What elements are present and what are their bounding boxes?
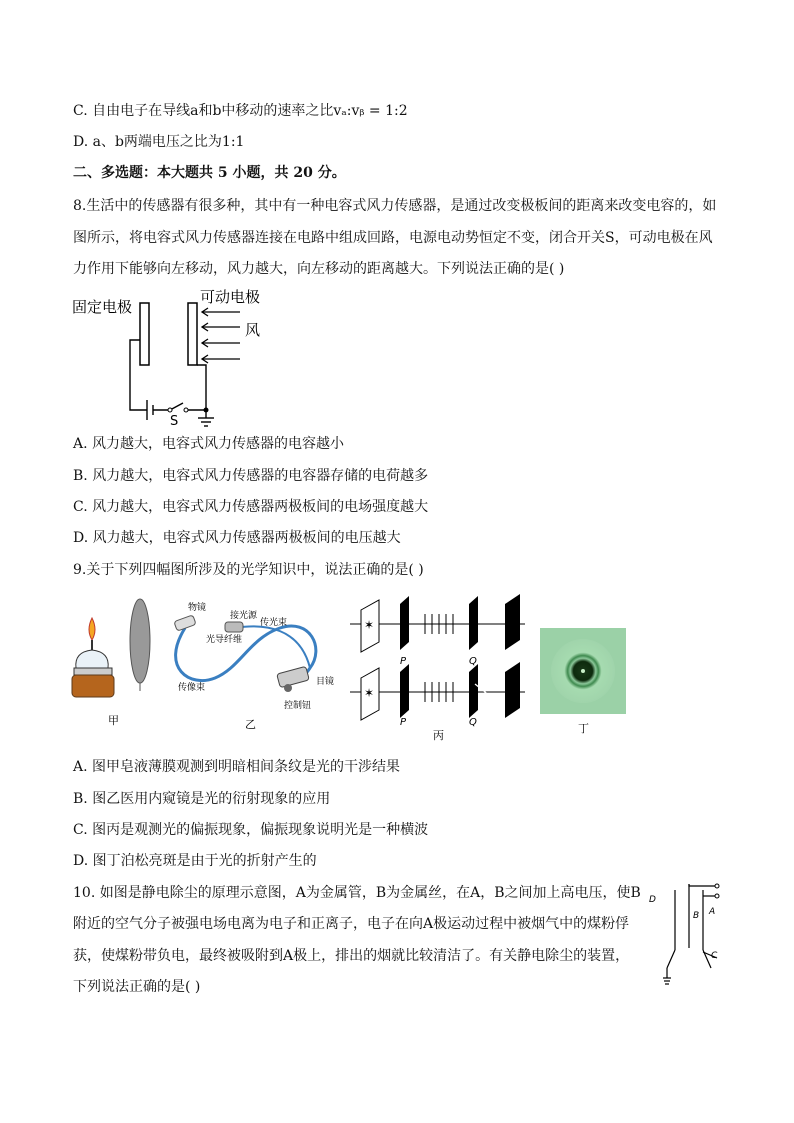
flame-icon: [89, 618, 95, 640]
q9-option-a: A. 图甲皂液薄膜观测到明暗相间条纹是光的干涉结果: [73, 759, 401, 775]
switch-label: S: [170, 414, 179, 429]
light-source-connector: [225, 622, 243, 632]
q8-option-d: D. 风力越大，电容式风力传感器两极板间的电压越大: [73, 530, 401, 546]
label-d: D: [649, 895, 656, 905]
label-eyepiece: 目镜: [316, 677, 335, 687]
label-a: A: [709, 907, 716, 917]
option-c-q7: C. 自由电子在导线a和b中移动的速率之比vₐ:vᵦ = 1:2: [73, 103, 408, 119]
q8-option-b: B. 风力越大，电容式风力传感器的电容器存储的电荷越多: [73, 468, 429, 484]
q9-option-d: D. 图丁泊松亮斑是由于光的折射产生的: [73, 853, 317, 869]
label-c: C: [711, 951, 718, 961]
q8-stem-1: 8.生活中的传感器有很多种，其中有一种电容式风力传感器，是通过改变极板间的距离来改变电容的，如: [73, 198, 717, 214]
label-b: B: [693, 911, 700, 921]
q8-stem-2: 图所示，将电容式风力传感器连接在电路中组成回路，电源电动势恒定不变，闭合开关S，可动电极在风: [73, 230, 713, 246]
fig-ding-poisson-spot: [538, 626, 628, 736]
label-fiber: 光导纤维: [206, 635, 243, 645]
wind-label: 风: [245, 321, 261, 339]
wind-arrows: [202, 308, 240, 363]
polarization-row-1: [350, 594, 525, 667]
wood-base: [72, 675, 114, 697]
fig-bing-polarization: [345, 592, 535, 742]
label-q-bottom: Q: [469, 717, 477, 728]
label-image-beam: 传像束: [178, 683, 206, 693]
label-light-source: 接光源: [230, 611, 258, 621]
q9-stem: 9.关于下列四幅图所涉及的光学知识中，说法正确的是( ): [73, 562, 424, 578]
option-d-q7: D. a、b两端电压之比为1:1: [73, 134, 245, 150]
label-p-bottom: P: [400, 717, 407, 728]
label-knob: 控制钮: [284, 701, 312, 711]
q10-stem-2: 附近的空气分子被强电场电离为电子和正离子，电子在向A极运动过程中被烟气中的煤粉俘: [73, 916, 630, 932]
q8-capacitor-figure: [70, 285, 280, 430]
q9-option-c: C. 图丙是观测光的偏振现象，偏振现象说明光是一种横波: [73, 822, 429, 838]
control-knob: [284, 684, 292, 692]
fig-yi-label: 乙: [245, 718, 256, 731]
q8-option-c: C. 风力越大，电容式风力传感器两极板间的电场强度越大: [73, 499, 429, 515]
q10-stem-1: 10. 如图是静电除尘的原理示意图，A为金属管，B为金属丝，在A，B之间加上高电压，使B: [73, 885, 641, 901]
fig-ding-label: 丁: [578, 722, 589, 735]
section-heading: 二、多选题：本大题共 5 小题，共 20 分。: [73, 165, 346, 181]
q10-stem-3: 获，使煤粉带负电，最终被吸附到A极上，排出的烟就比较清洁了。有关静电除尘的装置，: [73, 948, 630, 964]
poisson-bright-spot: [581, 669, 585, 673]
fixed-plate: [140, 303, 149, 365]
svg-text:✶: ✶: [364, 618, 375, 632]
q8-option-a: A. 风力越大，电容式风力传感器的电容越小: [73, 436, 345, 452]
objective-lens: [174, 615, 196, 631]
polarization-row-2: [350, 662, 525, 728]
fig-yi-endoscope: [170, 598, 345, 738]
q10-stem-4: 下列说法正确的是( ): [73, 979, 201, 995]
svg-text:✶: ✶: [364, 686, 375, 700]
movable-plate: [188, 303, 197, 365]
label-p-top: P: [400, 656, 407, 667]
label-objective: 物镜: [188, 603, 207, 613]
fig-bing-label: 丙: [433, 729, 444, 742]
fixed-electrode-label: 固定电极: [72, 298, 133, 316]
q9-option-b: B. 图乙医用内窥镜是光的衍射现象的应用: [73, 791, 331, 807]
soap-film: [130, 599, 150, 683]
fig-jia-label: 甲: [108, 714, 119, 727]
movable-electrode-label: 可动电极: [200, 288, 261, 306]
label-light-beam: 传光束: [260, 618, 288, 628]
q8-stem-3: 力作用下能够向左移动，风力越大，向左移动的距离越大。下列说法正确的是( ): [73, 261, 565, 277]
label-q-top: Q: [469, 656, 477, 667]
q10-precipitator-figure: [645, 880, 725, 995]
lamp-body: [76, 650, 108, 668]
fig-jia-alcohol-lamp: [68, 596, 168, 736]
eyepiece-handle: [277, 666, 310, 687]
